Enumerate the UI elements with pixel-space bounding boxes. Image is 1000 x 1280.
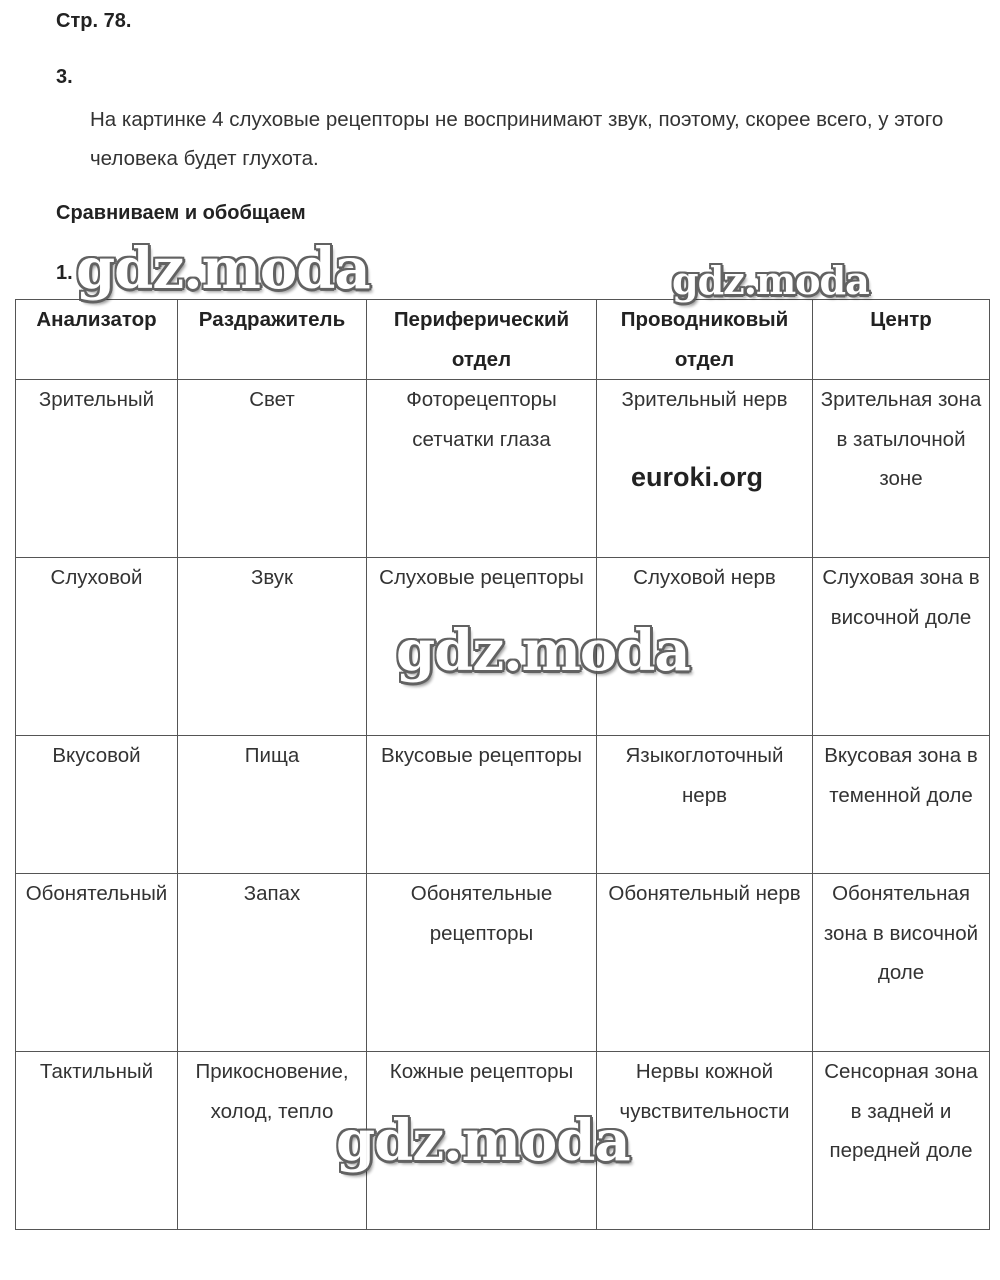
table-cell: Нервы кожной чувствительности — [597, 1052, 813, 1230]
table-cell: Слуховые рецепторы — [367, 558, 597, 736]
table-cell: Обонятельный нерв — [597, 874, 813, 1052]
table-cell: Зрительный — [16, 380, 178, 558]
table-row — [16, 736, 990, 874]
table-cell: Зрительный нерв — [597, 380, 813, 558]
table-cell: Свет — [178, 380, 367, 558]
table-cell: Обонятельная зона в височной доле — [813, 874, 990, 1052]
table-cell: Вкусовой — [16, 736, 178, 874]
header-analyzer: Анализатор — [16, 300, 178, 380]
table-cell: Зрительная зона в затылочной зоне — [813, 380, 990, 558]
table-cell: Слуховая зона в височной доле — [813, 558, 990, 736]
watermark: gdz.moda — [672, 258, 869, 303]
table-cell: Вкусовая зона в теменной доле — [813, 736, 990, 874]
task-1-number: 1. — [56, 262, 73, 284]
watermark: gdz.moda — [336, 1108, 630, 1174]
table-cell: Слуховой нерв — [597, 558, 813, 736]
analyzers-table — [15, 299, 990, 1230]
table-cell: Языкоглоточный нерв — [597, 736, 813, 874]
euroki-watermark: euroki.org — [631, 462, 764, 492]
table-cell: Обонятельные рецепторы — [367, 874, 597, 1052]
task-3-answer: На картинке 4 слуховые рецепторы не воспринимают звук, поэтому, скорее всего, у этого человека будет глухота. — [90, 108, 944, 170]
table-row — [16, 558, 990, 736]
table-cell: Сенсорная зона в задней и передней доле — [813, 1052, 990, 1230]
watermark: gdz.moda — [76, 236, 370, 302]
header-conductive: Проводниковый отдел — [597, 300, 813, 380]
table-cell: Звук — [178, 558, 367, 736]
header-stimulus: Раздражитель — [178, 300, 367, 380]
table-cell: Прикосновение, холод, тепло — [178, 1052, 367, 1230]
table-row — [16, 380, 990, 558]
table-cell: Обонятельный — [16, 874, 178, 1052]
header-peripheral: Периферический отдел — [367, 300, 597, 380]
watermark: gdz.moda — [396, 618, 690, 684]
table-cell: Тактильный — [16, 1052, 178, 1230]
table-cell: Кожные рецепторы — [367, 1052, 597, 1230]
table-cell: Вкусовые рецепторы — [367, 736, 597, 874]
page-label: Стр. 78. — [56, 10, 132, 32]
table-cell: Запах — [178, 874, 367, 1052]
table-cell: Слуховой — [16, 558, 178, 736]
table-row — [16, 1052, 990, 1230]
section-title: Сравниваем и обобщаем — [56, 202, 306, 224]
table-header-row — [16, 300, 990, 380]
table-cell: Пища — [178, 736, 367, 874]
table-cell: Фоторецепторы сетчатки глаза — [367, 380, 597, 558]
header-center: Центр — [813, 300, 990, 380]
task-3-number: 3. — [56, 66, 73, 88]
table-row — [16, 874, 990, 1052]
